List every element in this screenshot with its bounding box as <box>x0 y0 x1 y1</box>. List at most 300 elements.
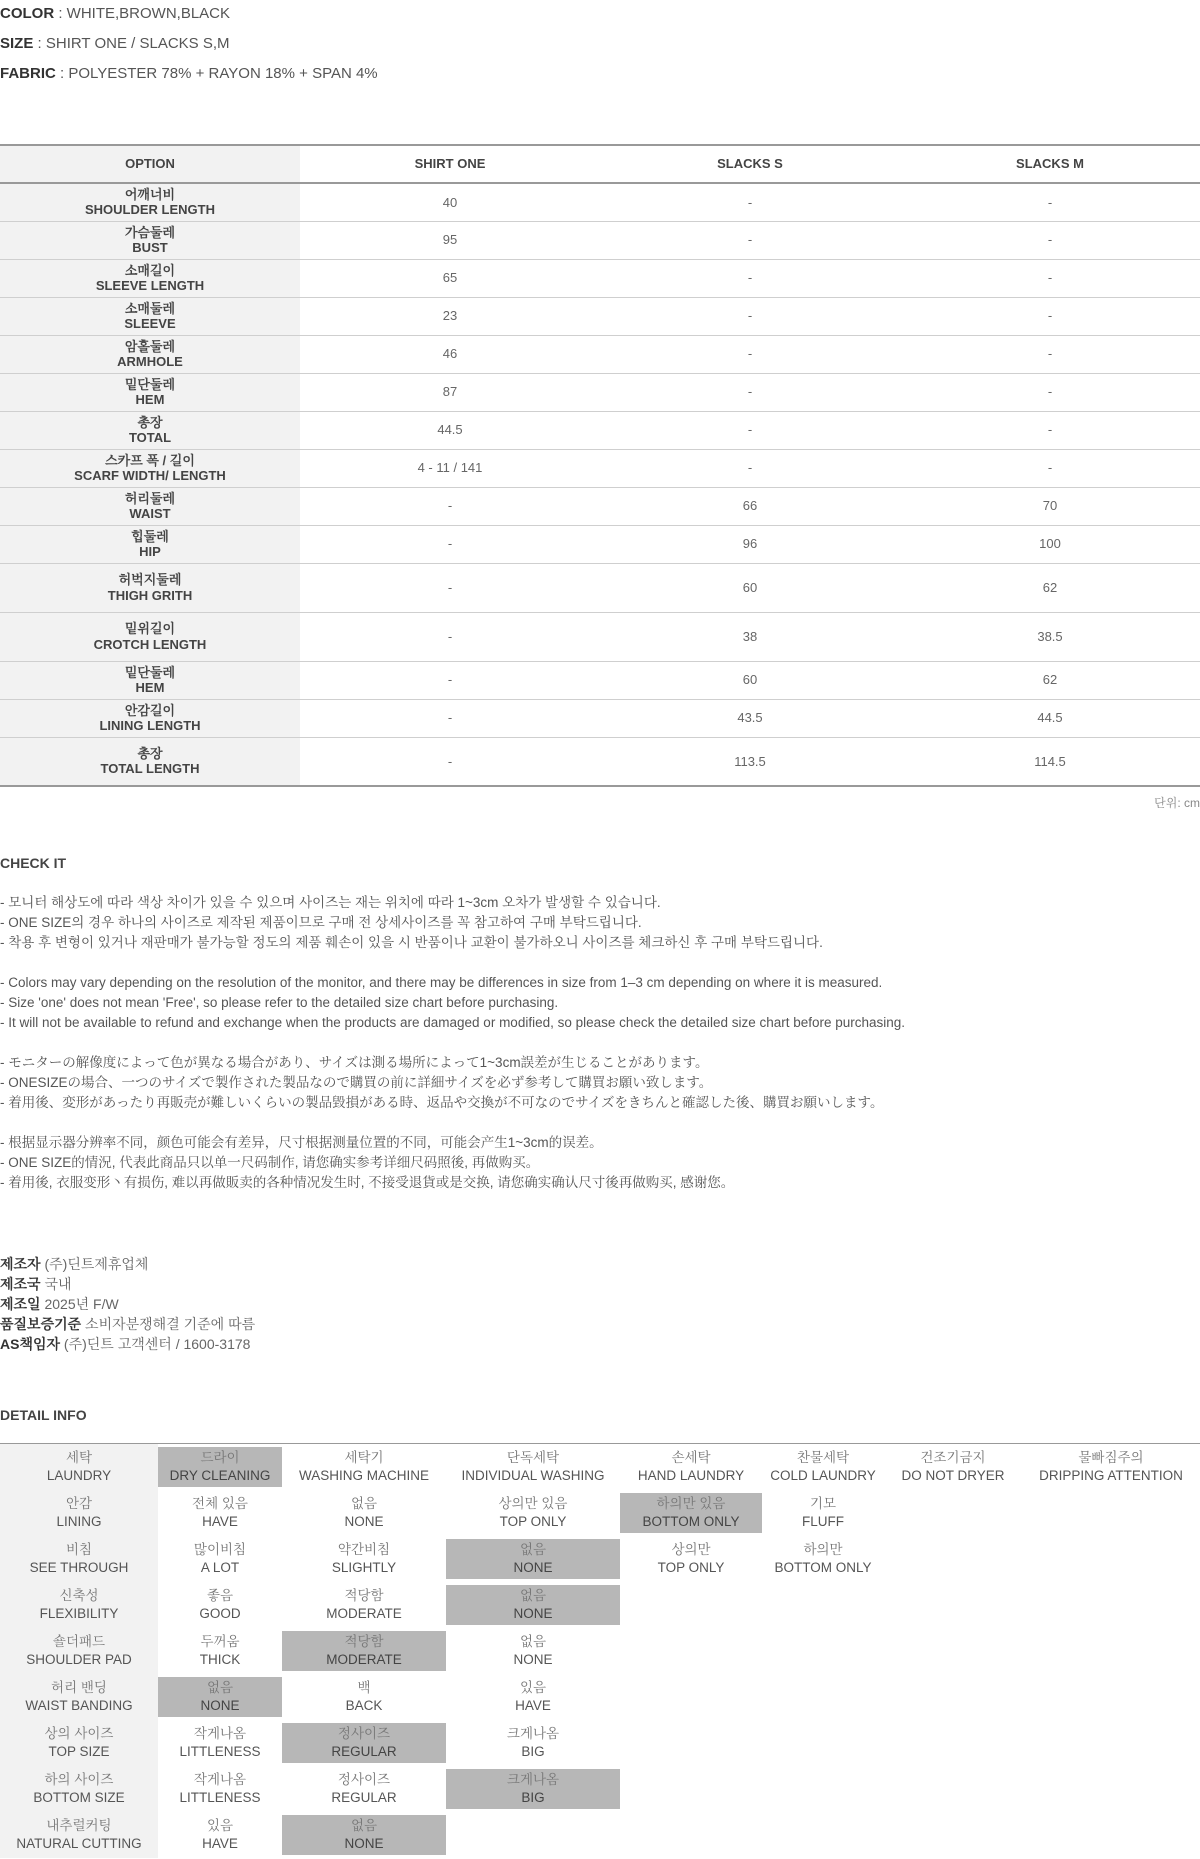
detail-option-selected <box>282 1628 446 1674</box>
row-label-en: HEM <box>135 392 165 407</box>
note-line: - ONESIZEの場合、一つのサイズで製作された製品なので購買の前に詳細サイズを必ず参考して購買お願い致します。 <box>0 1075 713 1090</box>
label-en: TOP SIZE <box>48 1744 110 1759</box>
row-label-kr: 소매길이 <box>124 262 176 278</box>
option-en: NONE <box>513 1652 553 1667</box>
option-kr: 하의만 <box>803 1542 843 1557</box>
table-cell: 95 <box>300 221 600 259</box>
row-label-en: SLEEVE LENGTH <box>95 278 205 293</box>
table-cell: 96 <box>600 525 900 563</box>
spec-key: FABRIC <box>0 65 56 82</box>
column-header: SLACKS M <box>900 145 1200 183</box>
check-it-notes <box>0 893 905 1193</box>
note-line: - ONE SIZE的情況, 代表此商品只以单一尺码制作, 请您确实参考详细尺码照後, 再做购买。 <box>0 1155 540 1170</box>
detail-empty-cell <box>884 1812 1022 1858</box>
option-kr: 작게나옴 <box>193 1772 247 1787</box>
spec-value: : SHIRT ONE / SLACKS S,M <box>37 35 230 52</box>
label-en: BOTTOM SIZE <box>33 1790 125 1805</box>
table-cell: 87 <box>300 373 600 411</box>
label-kr: 비침 <box>65 1542 93 1557</box>
option-en: WASHING MACHINE <box>298 1468 429 1483</box>
option-kr: 물빠짐주의 <box>1078 1450 1144 1465</box>
row-label-en: TOTAL <box>128 430 172 445</box>
option-en: DRY CLEANING <box>169 1468 271 1483</box>
table-cell: 70 <box>900 487 1200 525</box>
detail-option <box>158 1720 282 1766</box>
row-label <box>0 661 300 699</box>
row-label <box>0 449 300 487</box>
column-header: OPTION <box>0 145 300 183</box>
row-label-en: CROTCH LENGTH <box>93 636 207 652</box>
detail-row <box>0 1490 1200 1536</box>
table-cell: - <box>300 612 600 661</box>
option-en: REGULAR <box>331 1744 397 1759</box>
note-line: - 着用後、変形があったり再販売が難しいくらいの製品毀損がある時、返品や交換が不可なのでサイズをきちんと確認した後、購買お願いします。 <box>0 1095 884 1110</box>
table-cell: - <box>600 335 900 373</box>
table-cell: 44.5 <box>900 699 1200 737</box>
table-cell: - <box>600 411 900 449</box>
column-header: SLACKS S <box>600 145 900 183</box>
option-en: SLIGHTLY <box>331 1560 397 1575</box>
row-label <box>0 699 300 737</box>
option-kr: 없음 <box>350 1818 378 1833</box>
maker-info-value: 소비자분쟁해결 기준에 따름 <box>85 1316 256 1332</box>
row-label-kr: 가슴둘레 <box>124 224 176 240</box>
row-label <box>0 373 300 411</box>
detail-option <box>446 1720 620 1766</box>
table-cell: - <box>600 221 900 259</box>
row-label-kr: 총장 <box>137 414 163 430</box>
note-line: - 착용 후 변형이 있거나 재판매가 불가능할 정도의 제품 훼손이 있을 시 반품이나 교환이 불가하오니 사이즈를 체크하신 후 구매 부탁드립니다. <box>0 935 823 950</box>
row-label <box>0 563 300 612</box>
spec-key: COLOR <box>0 5 55 22</box>
detail-option <box>158 1766 282 1812</box>
note-line: - 着用後, 衣服变形丶有损伤, 难以再做販卖的各种情况发生时, 不接受退貨或是交换, 请您确实确认尺寸後再做购买, 感谢您。 <box>0 1175 735 1190</box>
option-en: TOP ONLY <box>657 1560 725 1575</box>
detail-empty-cell <box>1022 1490 1200 1536</box>
size-table <box>0 144 1200 787</box>
row-label <box>0 297 300 335</box>
table-row <box>0 487 1200 525</box>
label-kr: 상의 사이즈 <box>44 1726 114 1741</box>
detail-empty-cell <box>762 1766 884 1812</box>
detail-row-label <box>0 1628 158 1674</box>
row-label-kr: 밑단둘레 <box>124 376 176 392</box>
table-row <box>0 737 1200 786</box>
option-en: NONE <box>513 1560 553 1575</box>
spec-value: : POLYESTER 78% + RAYON 18% + SPAN 4% <box>60 65 378 82</box>
detail-row <box>0 1444 1200 1491</box>
option-en: LITTLENESS <box>179 1744 261 1759</box>
maker-info-row <box>0 1254 255 1274</box>
option-kr: 적당함 <box>344 1588 384 1603</box>
row-label-kr: 허벅지둘레 <box>118 572 182 587</box>
maker-info-key: 제조자 <box>0 1256 41 1272</box>
option-en: HAVE <box>202 1836 238 1851</box>
detail-info-table <box>0 1443 1200 1858</box>
detail-row <box>0 1720 1200 1766</box>
maker-info-value: 2025년 F/W <box>44 1296 119 1312</box>
detail-empty-cell <box>884 1720 1022 1766</box>
table-row <box>0 699 1200 737</box>
detail-row-label <box>0 1720 158 1766</box>
detail-option <box>762 1490 884 1536</box>
detail-row <box>0 1674 1200 1720</box>
table-cell: - <box>900 449 1200 487</box>
detail-option <box>446 1628 620 1674</box>
option-en: BIG <box>521 1744 545 1759</box>
table-cell: - <box>600 183 900 221</box>
label-kr: 허리 밴딩 <box>51 1680 107 1695</box>
detail-option <box>282 1582 446 1628</box>
detail-empty-cell <box>762 1628 884 1674</box>
option-kr: 기모 <box>809 1496 837 1511</box>
detail-option <box>158 1582 282 1628</box>
detail-option-selected <box>158 1674 282 1720</box>
detail-empty-cell <box>1022 1812 1200 1858</box>
table-cell: - <box>900 411 1200 449</box>
detail-empty-cell <box>446 1812 620 1858</box>
label-kr: 숄더패드 <box>52 1634 106 1649</box>
table-cell: - <box>600 297 900 335</box>
table-cell: - <box>900 297 1200 335</box>
option-kr: 드라이 <box>200 1450 240 1465</box>
detail-option <box>158 1628 282 1674</box>
option-kr: 단독세탁 <box>506 1450 560 1465</box>
row-label-en: SCARF WIDTH/ LENGTH <box>74 468 226 483</box>
row-label <box>0 335 300 373</box>
label-kr: 세탁 <box>65 1450 93 1465</box>
option-en: HAVE <box>202 1514 238 1529</box>
label-kr: 안감 <box>65 1496 93 1511</box>
option-en: LITTLENESS <box>179 1790 261 1805</box>
detail-row <box>0 1766 1200 1812</box>
detail-row <box>0 1628 1200 1674</box>
table-cell: 38.5 <box>900 612 1200 661</box>
table-cell: 60 <box>600 563 900 612</box>
option-en: NONE <box>200 1698 240 1713</box>
label-en: SHOULDER PAD <box>26 1652 132 1667</box>
maker-info-value: (주)딘트 고객센터 / 1600-3178 <box>63 1336 251 1352</box>
option-en: BIG <box>521 1790 545 1805</box>
spec-size <box>0 35 230 53</box>
option-en: COLD LAUNDRY <box>770 1468 876 1483</box>
detail-row-label <box>0 1812 158 1858</box>
table-cell: - <box>300 699 600 737</box>
option-kr: 찬물세탁 <box>796 1450 850 1465</box>
label-en: WAIST BANDING <box>25 1698 133 1713</box>
detail-info-title: DETAIL INFO <box>0 1407 87 1423</box>
option-kr: 상의만 있음 <box>498 1496 568 1511</box>
option-en: BOTTOM ONLY <box>774 1560 872 1575</box>
detail-empty-cell <box>1022 1766 1200 1812</box>
note-line: - Colors may vary depending on the resolution of the monitor, and there may be differences in size from 1–3 cm depending on where it is measured. <box>0 975 883 990</box>
option-kr: 상의만 <box>671 1542 711 1557</box>
detail-empty-cell <box>762 1720 884 1766</box>
spec-color <box>0 5 230 23</box>
table-row <box>0 335 1200 373</box>
detail-empty-cell <box>762 1582 884 1628</box>
table-row <box>0 411 1200 449</box>
detail-empty-cell <box>1022 1582 1200 1628</box>
option-kr: 백 <box>357 1680 371 1695</box>
table-cell: - <box>300 737 600 786</box>
note-line: - 모니터 해상도에 따라 색상 차이가 있을 수 있으며 사이즈는 재는 위치에 따라 1~3cm 오차가 발생할 수 있습니다. <box>0 895 661 910</box>
detail-empty-cell <box>620 1582 762 1628</box>
detail-empty-cell <box>884 1674 1022 1720</box>
option-kr: 없음 <box>519 1588 547 1603</box>
maker-info-key: 제조국 <box>0 1276 41 1292</box>
maker-info-key: AS책임자 <box>0 1336 61 1352</box>
detail-option-selected <box>158 1444 282 1491</box>
table-cell: - <box>900 335 1200 373</box>
detail-row <box>0 1536 1200 1582</box>
note-line: - It will not be available to refund and exchange when the products are damaged or modified, so please check the detailed size chart before purchasing. <box>0 1015 906 1030</box>
column-header: SHIRT ONE <box>300 145 600 183</box>
detail-option <box>158 1536 282 1582</box>
option-kr: 하의만 있음 <box>656 1496 726 1511</box>
maker-info-key: 품질보증기준 <box>0 1316 82 1332</box>
option-en: TOP ONLY <box>499 1514 567 1529</box>
option-en: NONE <box>344 1836 384 1851</box>
option-en: DRIPPING ATTENTION <box>1039 1468 1183 1483</box>
detail-option <box>620 1444 762 1491</box>
option-en: BOTTOM ONLY <box>642 1514 740 1529</box>
detail-option <box>446 1444 620 1491</box>
table-cell: 44.5 <box>300 411 600 449</box>
detail-empty-cell <box>620 1812 762 1858</box>
row-label <box>0 183 300 221</box>
detail-row <box>0 1582 1200 1628</box>
detail-option <box>1022 1444 1200 1491</box>
option-en: NONE <box>344 1514 384 1529</box>
row-label-en: TOTAL LENGTH <box>100 761 200 777</box>
table-cell: - <box>900 221 1200 259</box>
table-cell: - <box>900 373 1200 411</box>
row-label-kr: 소매둘레 <box>124 300 176 316</box>
table-cell: 40 <box>300 183 600 221</box>
detail-option <box>884 1444 1022 1491</box>
option-en: HAND LAUNDRY <box>637 1468 745 1483</box>
detail-row-label <box>0 1444 158 1491</box>
table-cell: - <box>600 449 900 487</box>
row-label-en: BUST <box>132 240 168 255</box>
detail-row-label <box>0 1582 158 1628</box>
detail-option <box>446 1490 620 1536</box>
row-label <box>0 737 300 786</box>
option-kr: 손세탁 <box>671 1450 711 1465</box>
label-en: FLEXIBILITY <box>39 1606 119 1621</box>
row-label-kr: 밑위길이 <box>124 621 176 636</box>
detail-option <box>282 1674 446 1720</box>
detail-option <box>158 1490 282 1536</box>
option-en: THICK <box>199 1652 241 1667</box>
row-label-kr: 안감길이 <box>124 702 176 718</box>
row-label-kr: 힙둘레 <box>131 528 169 544</box>
table-row <box>0 373 1200 411</box>
option-kr: 없음 <box>350 1496 378 1511</box>
table-cell: - <box>300 487 600 525</box>
option-en: HAVE <box>515 1698 551 1713</box>
row-label <box>0 411 300 449</box>
detail-option <box>762 1536 884 1582</box>
row-label-en: ARMHOLE <box>117 354 183 369</box>
detail-option <box>158 1812 282 1858</box>
option-en: BACK <box>345 1698 383 1713</box>
maker-info-value: 국내 <box>44 1276 72 1292</box>
detail-empty-cell <box>884 1628 1022 1674</box>
size-table-header <box>0 145 1200 183</box>
label-kr: 신축성 <box>59 1588 99 1603</box>
detail-row-label <box>0 1536 158 1582</box>
option-kr: 많이비침 <box>193 1542 247 1557</box>
notes-gap <box>0 1033 905 1053</box>
option-kr: 작게나옴 <box>193 1726 247 1741</box>
table-cell: 4 - 11 / 141 <box>300 449 600 487</box>
row-label-kr: 허리둘레 <box>124 490 176 506</box>
detail-empty-cell <box>620 1674 762 1720</box>
detail-empty-cell <box>620 1766 762 1812</box>
option-en: INDIVIDUAL WASHING <box>461 1468 605 1483</box>
label-en: NATURAL CUTTING <box>16 1836 142 1851</box>
detail-row-label <box>0 1674 158 1720</box>
table-cell: 23 <box>300 297 600 335</box>
table-cell: 43.5 <box>600 699 900 737</box>
option-en: MODERATE <box>326 1606 402 1621</box>
option-kr: 약간비침 <box>337 1542 391 1557</box>
option-kr: 적당함 <box>344 1634 384 1649</box>
option-en: DO NOT DRYER <box>901 1468 1005 1483</box>
row-label-kr: 어깨너비 <box>124 186 176 202</box>
table-row <box>0 221 1200 259</box>
option-en: FLUFF <box>802 1514 844 1529</box>
row-label-en: SLEEVE <box>124 316 176 331</box>
detail-empty-cell <box>1022 1628 1200 1674</box>
detail-option-selected <box>282 1720 446 1766</box>
option-kr: 있음 <box>519 1680 547 1695</box>
table-row <box>0 661 1200 699</box>
maker-info-row <box>0 1294 255 1314</box>
maker-info <box>0 1254 255 1354</box>
detail-empty-cell <box>884 1490 1022 1536</box>
option-en: NONE <box>513 1606 553 1621</box>
table-row <box>0 297 1200 335</box>
table-cell: 60 <box>600 661 900 699</box>
table-row <box>0 259 1200 297</box>
table-cell: 114.5 <box>900 737 1200 786</box>
table-cell: - <box>600 259 900 297</box>
detail-row-label <box>0 1490 158 1536</box>
detail-option <box>446 1674 620 1720</box>
check-it-title: CHECK IT <box>0 855 67 871</box>
option-kr: 없음 <box>206 1680 234 1695</box>
detail-empty-cell <box>1022 1674 1200 1720</box>
row-label <box>0 259 300 297</box>
table-cell: - <box>300 525 600 563</box>
table-row <box>0 525 1200 563</box>
option-kr: 없음 <box>519 1634 547 1649</box>
maker-info-key: 제조일 <box>0 1296 41 1312</box>
table-row <box>0 183 1200 221</box>
row-label-en: SHOULDER LENGTH <box>85 202 215 218</box>
label-kr: 하의 사이즈 <box>44 1772 114 1787</box>
note-line: - モニターの解像度によって色が異なる場合があり、サイズは測る場所によって1~3cm誤差が生じることがあります。 <box>0 1055 709 1070</box>
row-label-en: LINING LENGTH <box>99 718 201 733</box>
detail-empty-cell <box>620 1720 762 1766</box>
label-kr: 내추럴커팅 <box>46 1818 112 1833</box>
detail-option <box>282 1766 446 1812</box>
option-kr: 정사이즈 <box>337 1772 391 1787</box>
row-label-en: HIP <box>139 544 161 559</box>
option-en: MODERATE <box>326 1652 402 1667</box>
note-line: - Size 'one' does not mean 'Free', so please refer to the detailed size chart before purchasing. <box>0 995 559 1010</box>
detail-row <box>0 1812 1200 1858</box>
table-cell: 62 <box>900 563 1200 612</box>
detail-option <box>282 1444 446 1491</box>
row-label-en: HEM <box>135 680 165 695</box>
option-kr: 전체 있음 <box>192 1496 248 1511</box>
table-cell: - <box>300 661 600 699</box>
option-kr: 좋음 <box>206 1588 234 1603</box>
note-line: - 根据显示器分辨率不同，颜色可能会有差异，尺寸根据测量位置的不同，可能会产生1~3cm的误差。 <box>0 1135 603 1150</box>
spec-fabric <box>0 65 378 83</box>
option-en: GOOD <box>199 1606 241 1621</box>
label-en: LINING <box>56 1514 102 1529</box>
table-cell: 113.5 <box>600 737 900 786</box>
table-cell: - <box>900 183 1200 221</box>
detail-empty-cell <box>762 1812 884 1858</box>
label-en: SEE THROUGH <box>29 1560 129 1575</box>
option-kr: 있음 <box>206 1818 234 1833</box>
row-label-kr: 총장 <box>137 745 163 761</box>
maker-info-value: (주)딘트제휴업체 <box>44 1256 149 1272</box>
detail-empty-cell <box>1022 1536 1200 1582</box>
detail-option-selected <box>446 1582 620 1628</box>
detail-option <box>282 1536 446 1582</box>
detail-empty-cell <box>1022 1720 1200 1766</box>
option-en: A LOT <box>200 1560 240 1575</box>
notes-gap <box>0 1113 905 1133</box>
table-cell: - <box>600 373 900 411</box>
option-kr: 두꺼움 <box>200 1634 240 1649</box>
option-kr: 정사이즈 <box>337 1726 391 1741</box>
unit-label: 단위: cm <box>1154 796 1200 810</box>
detail-option <box>282 1490 446 1536</box>
maker-info-row <box>0 1314 255 1334</box>
row-label-kr: 밑단둘레 <box>124 664 176 680</box>
table-cell: 100 <box>900 525 1200 563</box>
row-label <box>0 525 300 563</box>
maker-info-row <box>0 1334 255 1354</box>
table-cell: 62 <box>900 661 1200 699</box>
detail-empty-cell <box>884 1766 1022 1812</box>
note-line: - ONE SIZE의 경우 하나의 사이즈로 제작된 제품이므로 구매 전 상세사이즈를 꼭 참고하여 구매 부탁드립니다. <box>0 915 642 930</box>
detail-option-selected <box>620 1490 762 1536</box>
detail-option-selected <box>446 1536 620 1582</box>
table-cell: - <box>300 563 600 612</box>
spec-value: : WHITE,BROWN,BLACK <box>58 5 231 22</box>
option-en: REGULAR <box>331 1790 397 1805</box>
option-kr: 세탁기 <box>344 1450 384 1465</box>
detail-empty-cell <box>762 1674 884 1720</box>
row-label-kr: 스카프 폭 / 길이 <box>105 452 195 468</box>
label-en: LAUNDRY <box>46 1468 112 1483</box>
table-row <box>0 563 1200 612</box>
detail-option-selected <box>446 1766 620 1812</box>
table-row <box>0 612 1200 661</box>
option-kr: 건조기금지 <box>920 1450 986 1465</box>
maker-info-row <box>0 1274 255 1294</box>
table-cell: 66 <box>600 487 900 525</box>
